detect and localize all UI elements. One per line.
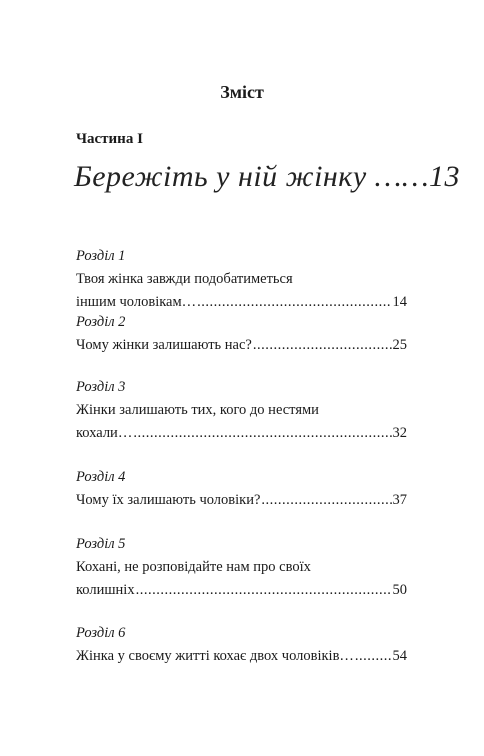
chapter-title-leader-line bbox=[76, 334, 407, 357]
chapter-title-end: колишніх bbox=[76, 582, 135, 598]
chapter-title: Жінка у своєму житті кохає двох чоловіків… bbox=[76, 648, 354, 664]
chapter-label: Розділ 1 bbox=[76, 248, 126, 264]
part-title-leader: …… bbox=[374, 160, 430, 193]
dot-leader bbox=[253, 334, 392, 357]
dot-leader bbox=[133, 422, 391, 445]
toc-entry-chapter-4[interactable] bbox=[76, 466, 407, 512]
part-title-text: Бережіть у ній жінку bbox=[74, 160, 367, 193]
part-title-page: 13 bbox=[429, 160, 461, 193]
toc-entry-chapter-6[interactable] bbox=[76, 622, 407, 668]
chapter-title: Чому жінки залишають нас? bbox=[76, 337, 252, 353]
chapter-title-end: іншим чоловікам… bbox=[76, 294, 197, 310]
page-number: 50 bbox=[392, 582, 407, 598]
chapter-title-end: кохали… bbox=[76, 425, 133, 441]
chapter-title-leader-line bbox=[76, 489, 407, 512]
chapter-title-line: Кохані, не розповідайте нам про своїх bbox=[76, 559, 311, 575]
chapter-label: Розділ 5 bbox=[76, 536, 126, 552]
page-number: 14 bbox=[392, 294, 407, 310]
toc-entry-chapter-1[interactable] bbox=[76, 245, 407, 314]
toc-entry-chapter-5[interactable] bbox=[76, 533, 407, 602]
chapter-title-line: Твоя жінка завжди подобатиметься bbox=[76, 271, 293, 287]
chapter-label: Розділ 3 bbox=[76, 379, 126, 395]
chapter-title-leader-line bbox=[76, 645, 407, 668]
dot-leader bbox=[136, 579, 392, 602]
chapter-title-line: Жінки залишають тих, кого до нестями bbox=[76, 402, 319, 418]
chapter-label: Розділ 6 bbox=[76, 625, 126, 641]
toc-entry-chapter-2[interactable] bbox=[76, 311, 407, 357]
chapter-title-leader-line bbox=[76, 579, 407, 602]
page-number: 54 bbox=[392, 648, 407, 664]
part-title-entry bbox=[74, 160, 460, 194]
part-label: Частина I bbox=[76, 131, 143, 147]
chapter-title-leader-line bbox=[76, 422, 407, 445]
page-number: 37 bbox=[392, 492, 407, 508]
chapter-title: Чому їх залишають чоловіки? bbox=[76, 492, 261, 508]
dot-leader bbox=[355, 645, 392, 668]
dot-leader bbox=[261, 489, 391, 512]
chapter-label: Розділ 4 bbox=[76, 469, 126, 485]
chapter-label: Розділ 2 bbox=[76, 314, 126, 330]
page-number: 32 bbox=[392, 425, 407, 441]
page-number: 25 bbox=[392, 337, 407, 353]
page-title: Зміст bbox=[220, 82, 264, 102]
toc-entry-chapter-3[interactable] bbox=[76, 376, 407, 445]
